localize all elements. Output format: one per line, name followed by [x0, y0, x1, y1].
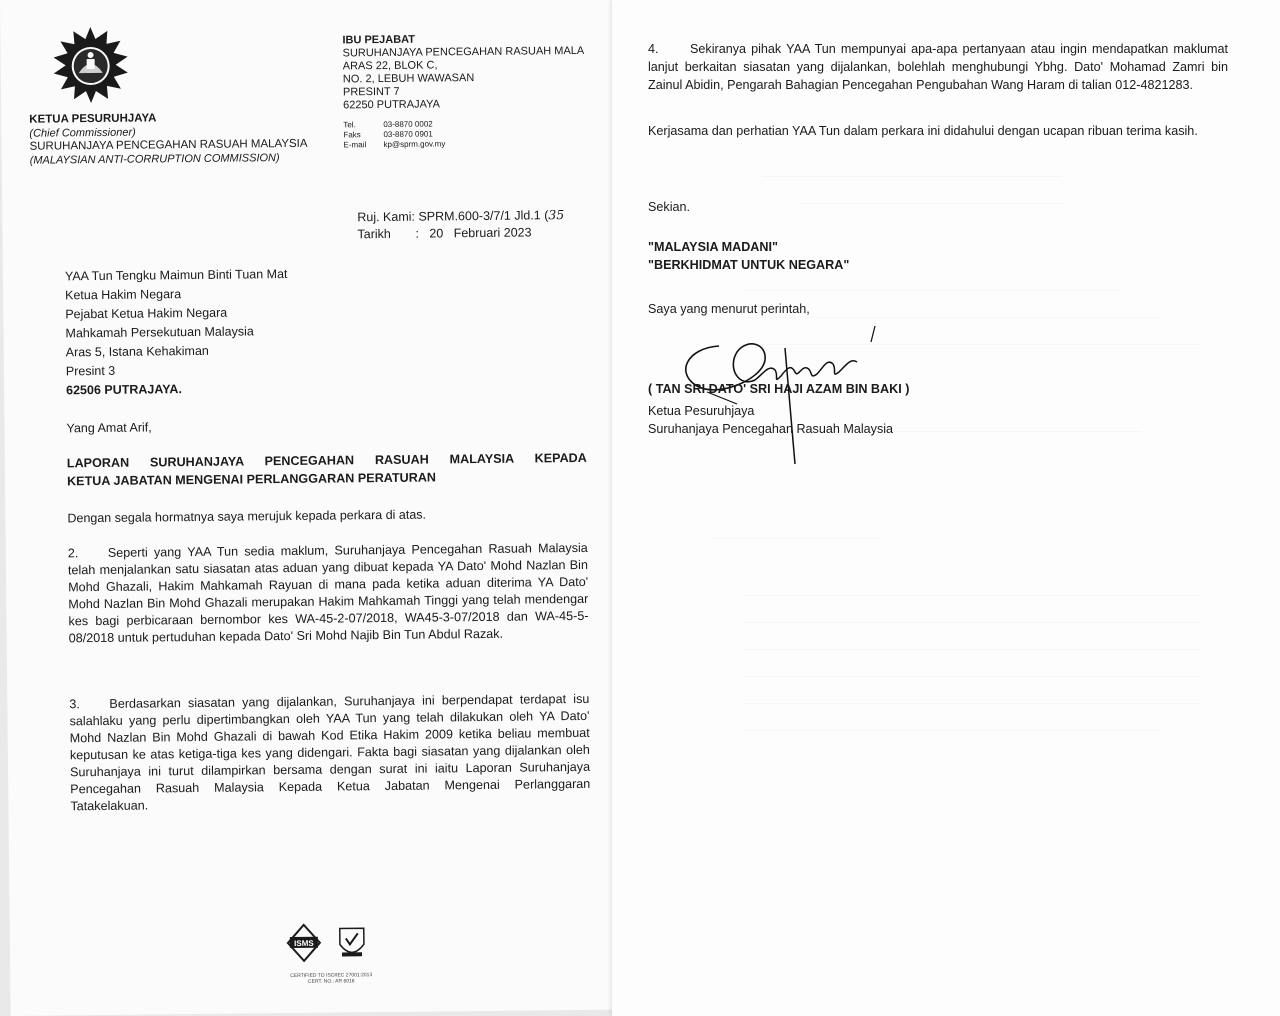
paragraph-text: Berdasarkan siasatan yang dijalankan, Suruhanjaya ini berpendapat terdapat isu salahlaku yang perlu dipertimbangkan oleh YAA Tun yang telah dilakukan oleh YA Dato' Mohd Nazlan Bin Mohd Ghazali di bawah Kod Etika Hakim 2009 ketika beliau membuat keputusan ke atas ketiga-tiga kes yang didengari. Fakta bagi siasatan yang dijalankan oleh Suruhanjaya ini turut dilampirkan bersama dengan surat ini iaitu Laporan Suruhanjaya Pencegahan Rasuah Malaysia Kepada Ketua Jabatan Mengenai Perlanggaran Tatakelakuan.	[69, 691, 591, 814]
subject	[67, 449, 587, 490]
motto	[648, 238, 849, 274]
recipient-line: Presint 3	[65, 363, 116, 379]
sprm-crest-icon	[50, 25, 131, 106]
recipient-line: Pejabat Ketua Hakim Negara	[65, 305, 228, 322]
sender-title: KETUA PESURUHJAYA	[29, 112, 157, 126]
cert-line: CERT. NO.: AR 6016	[307, 978, 355, 985]
signatory: ( TAN SRI DATO' SRI HAJI AZAM BIN BAKI )	[648, 382, 910, 396]
contact-label: Faks	[343, 130, 361, 140]
isms-label: ISMS	[294, 938, 314, 948]
contact-value: 03-8870 0901	[383, 129, 433, 139]
contact-value: kp@sprm.gov.my	[383, 139, 446, 149]
thanks-paragraph: Kerjasama dan perhatian YAA Tun dalam perkara ini didahului dengan ucapan ribuan terima kasih.	[648, 124, 1198, 138]
sender-agency-en: (MALAYSIAN ANTI-CORRUPTION COMMISSION)	[29, 152, 280, 167]
cert-line: CERTIFIED TO ISO/IEC 27001:2013	[290, 972, 373, 980]
certification-footer	[276, 922, 397, 993]
sender-title-en: (Chief Commissioner)	[29, 126, 136, 140]
paragraph-number: 3.	[69, 697, 80, 712]
sender-agency: SURUHANJAYA PENCEGAHAN RASUAH MALAYSIA	[29, 137, 308, 153]
letter-page-1	[0, 0, 623, 1016]
paragraph-number: 4.	[648, 42, 659, 56]
recipient-address	[65, 265, 289, 400]
office-contact-row	[343, 138, 613, 151]
reference-ruj	[357, 206, 564, 226]
opening-line: Dengan segala hormatnya saya merujuk kepada perkara di atas.	[67, 507, 427, 526]
contact-value: 03-8870 0002	[383, 119, 433, 129]
paragraph-number: 2.	[67, 546, 79, 561]
contact-label: E-mail	[343, 140, 367, 150]
signatory-position: Ketua Pesuruhjaya	[648, 404, 755, 418]
subject-line: KETUA JABATAN MENGENAI PERLANGGARAN PERATURAN	[66, 470, 437, 489]
motto-line: "BERKHIDMAT UNTUK NEGARA"	[648, 258, 850, 272]
reference-block	[357, 206, 564, 243]
ruj-value: : SPRM.600-3/7/1 Jld.1 (	[411, 208, 549, 224]
tarikh-label: Tarikh	[357, 226, 391, 242]
recipient-line: Ketua Hakim Negara	[65, 287, 182, 303]
office-line: 62250 PUTRAJAYA	[343, 98, 440, 112]
paragraph-4	[648, 40, 1228, 94]
tarikh-value: : 20 Februari 2023	[415, 225, 532, 241]
ruj-handwritten: 35	[548, 207, 565, 223]
office-address	[342, 32, 613, 151]
subject-line: LAPORAN SURUHANJAYA PENCEGAHAN RASUAH MALAYSIA KEPADA	[66, 450, 587, 471]
office-line: SURUHANJAYA PENCEGAHAN RASUAH MALA	[342, 44, 585, 60]
office-line: PRESINT 7	[342, 85, 400, 99]
paragraph-text: Sekiranya pihak YAA Tun mempunyai apa-apa pertanyaan atau ingin mendapatkan maklumat lanjut berkaitan siasatan yang dijalankan, bolehlah menghubungi Ybhg. Dato' Mohamad Zamri bin Zainul Abidin, Pengarah Bahagian Pencegahan Pengubahan Wang Haram di talian 012-4821283.	[648, 42, 1228, 92]
recipient-line: Aras 5, Istana Kehakiman	[65, 343, 209, 360]
ruj-label: Ruj. Kami	[357, 209, 412, 225]
reference-tarikh	[357, 224, 564, 243]
motto-line: "MALAYSIA MADANI"	[648, 240, 778, 254]
salutation: Yang Amat Arif,	[66, 420, 152, 436]
closing: Sekian.	[648, 200, 691, 214]
certification-mark-icon	[336, 924, 368, 962]
paragraph-text: Seperti yang YAA Tun sedia maklum, Suruhanjaya Pencegahan Rasuah Malaysia telah menjalankan satu siasatan atas aduan yang dibuat kepada YA Dato' Mohd Nazlan Bin Mohd Ghazali, Hakim Mahkamah Rayuan di mana pada ketika aduan diterima YA Dato' Mohd Nazlan Bin Mohd Ghazali merupakan Hakim Mahkamah Tinggi yang telah mendengar kes bagi perbicaraan bernombor kes WA-45-2-07/2018, WA45-3-07/2018 dan WA-45-5-08/2018 untuk pertuduhan kepada Dato' Sri Mohd Najib Bin Tun Abdul Razak.	[67, 540, 589, 646]
paragraph-2	[68, 540, 589, 647]
signatory-agency: Suruhanjaya Pencegahan Rasuah Malaysia	[648, 422, 894, 436]
recipient-city: 62506 PUTRAJAYA.	[66, 382, 182, 398]
order-line: Saya yang menurut perintah,	[648, 302, 810, 316]
isms-logo-icon	[286, 923, 322, 963]
recipient-line: Mahkamah Persekutuan Malaysia	[65, 324, 254, 341]
contact-label: Tel.	[343, 120, 356, 130]
office-line: ARAS 22, BLOK C,	[342, 59, 438, 73]
office-heading: IBU PEJABAT	[342, 33, 416, 47]
recipient-line: YAA Tun Tengku Maimun Binti Tuan Mat	[64, 267, 288, 284]
office-line: NO. 2, LEBUH WAWASAN	[342, 72, 475, 86]
letter-page-2	[612, 0, 1280, 1016]
cert-text	[276, 972, 386, 985]
paragraph-3	[69, 691, 590, 815]
